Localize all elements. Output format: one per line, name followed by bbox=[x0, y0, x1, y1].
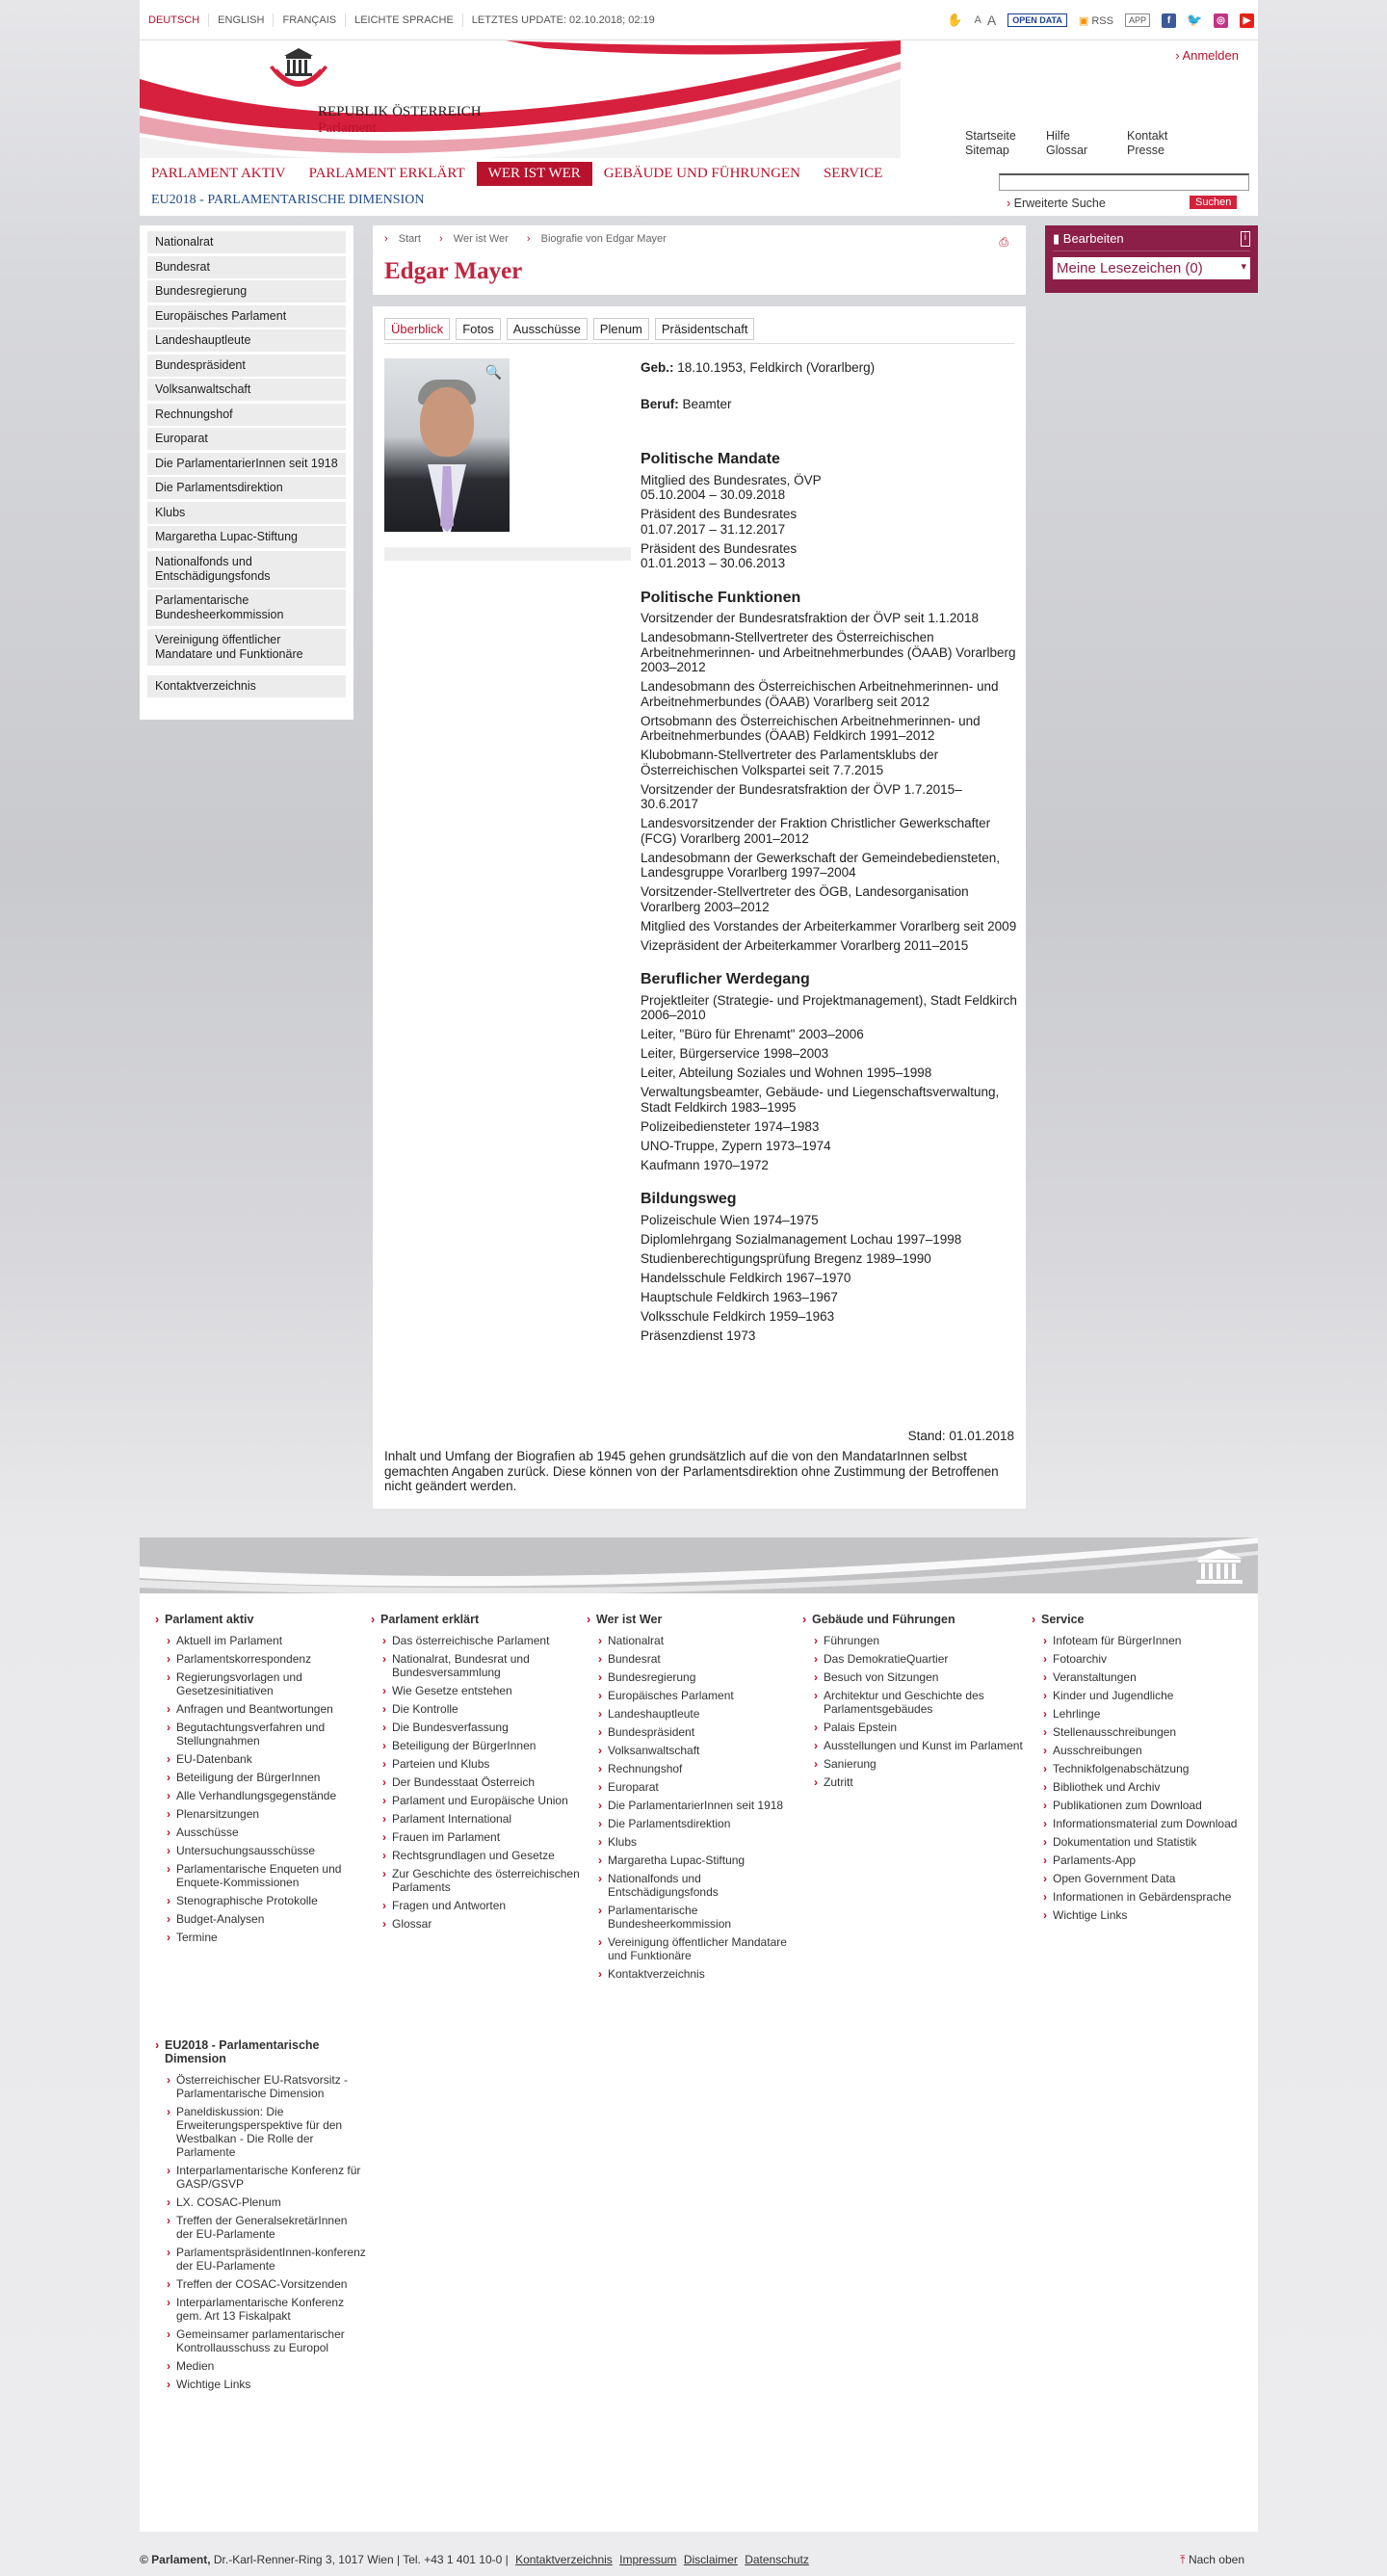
disclaimer-link[interactable]: Disclaimer bbox=[683, 2553, 738, 2566]
footer-link[interactable]: › Volksanwaltschaft bbox=[587, 1744, 802, 1757]
footer-columns bbox=[155, 1613, 1243, 1985]
footer-heading[interactable]: › Parlament erklärt bbox=[371, 1613, 587, 1626]
footer-link[interactable]: › Bundespräsident bbox=[587, 1725, 802, 1739]
app-link[interactable]: APP bbox=[1125, 13, 1150, 27]
leftnav-item[interactable]: Europäisches Parlament bbox=[147, 305, 346, 328]
stand-date: Stand: 01.01.2018 bbox=[907, 1429, 1014, 1443]
twitter-icon[interactable]: 🐦 bbox=[1187, 13, 1203, 27]
print-icon[interactable]: ⎙ bbox=[999, 235, 1008, 249]
last-update: LETZTES UPDATE: 02.10.2018; 02:19 bbox=[471, 14, 655, 26]
footer-link[interactable]: › Ausstellungen und Kunst im Parlament bbox=[802, 1739, 1032, 1752]
parlament-label: Parlament bbox=[318, 120, 377, 136]
footer-link[interactable]: › Plenarsitzungen bbox=[155, 1807, 371, 1821]
footer-link[interactable]: › Alle Verhandlungsgegenstände bbox=[155, 1789, 371, 1802]
bildung-item: Handelsschule Feldkirch 1967–1970 bbox=[641, 1270, 851, 1285]
bookmarks-label: Meine Lesezeichen (0) bbox=[1057, 260, 1203, 276]
footer-link[interactable]: › Informationsmaterial zum Download bbox=[1032, 1817, 1243, 1830]
footer-link[interactable]: › Publikationen zum Download bbox=[1032, 1799, 1243, 1812]
facebook-icon[interactable]: f bbox=[1162, 13, 1176, 28]
leftnav-item[interactable]: Nationalfonds und Entschädigungsfonds bbox=[147, 551, 346, 588]
footer-link[interactable]: › Bibliothek und Archiv bbox=[1032, 1780, 1243, 1794]
footer-link[interactable]: › Fotoarchiv bbox=[1032, 1652, 1243, 1666]
footer-link[interactable]: › Parlaments-App bbox=[1032, 1853, 1243, 1867]
werdegang-item: Verwaltungsbeamter, Gebäude- und Liegenschaftsverwaltung, Stadt Feldkirch 1983–1995 bbox=[641, 1085, 1000, 1115]
edit-row[interactable] bbox=[1053, 231, 1250, 251]
birth-info: Geb.: 18.10.1953, Feldkirch (Vorarlberg) bbox=[641, 360, 876, 375]
funktion-item: Vorsitzender der Bundesratsfraktion der ÖVP 1.7.2015–30.6.2017 bbox=[641, 781, 962, 811]
footer-link[interactable]: › Anfragen und Beantwortungen bbox=[155, 1702, 371, 1716]
footer-link[interactable]: › Zutritt bbox=[802, 1775, 1032, 1789]
mandate-item: Präsident des Bundesrates 01.01.2013 – 30.06.2013 bbox=[641, 540, 798, 570]
funktion-item: Vorsitzender-Stellvertreter des ÖGB, Landesorganisation Vorarlberg 2003–2012 bbox=[641, 884, 969, 914]
footer-link[interactable]: › Treffen der COSAC-Vorsitzenden bbox=[155, 2277, 367, 2291]
bottom-bar bbox=[140, 2553, 1258, 2570]
edit-label: Bearbeiten bbox=[1062, 231, 1124, 246]
footer-link[interactable]: › Fragen und Antworten bbox=[371, 1899, 587, 1912]
footer-link[interactable]: › Treffen der GeneralsekretärInnen der EU-Parlamente bbox=[155, 2214, 367, 2241]
info-icon[interactable]: i bbox=[1241, 231, 1250, 247]
leftnav-item[interactable]: Kontaktverzeichnis bbox=[147, 675, 346, 697]
page-title: Edgar Mayer bbox=[384, 258, 523, 284]
footer-link[interactable]: › Die Parlamentsdirektion bbox=[587, 1817, 802, 1830]
footer-link[interactable]: › Begutachtungsverfahren und Stellungnahmen bbox=[155, 1721, 371, 1748]
footer-link[interactable]: › Landeshauptleute bbox=[587, 1707, 802, 1721]
nav-service[interactable]: SERVICE bbox=[823, 166, 883, 181]
footer-link[interactable]: › Medien bbox=[155, 2359, 367, 2373]
footer-link[interactable]: › Ausschüsse bbox=[155, 1826, 371, 1839]
werdegang-item: Projektleiter (Strategie- und Projektmanagement), Stadt Feldkirch 2006–2010 bbox=[641, 992, 1017, 1022]
footer-link[interactable]: › Parlament und Europäische Union bbox=[371, 1794, 587, 1807]
breadcrumb-wer-ist-wer[interactable]: › Wer ist Wer bbox=[439, 233, 509, 245]
impressum-link[interactable]: Impressum bbox=[619, 2553, 677, 2566]
profession-info: Beruf: Beamter bbox=[641, 396, 732, 411]
breadcrumb bbox=[384, 233, 1014, 245]
instagram-icon[interactable]: ◎ bbox=[1214, 13, 1228, 28]
main-nav bbox=[140, 162, 894, 186]
chevron-down-icon: ▾ bbox=[1241, 261, 1246, 273]
heading-werdegang: Beruflicher Werdegang bbox=[641, 971, 810, 987]
footer-link[interactable]: › Technikfolgenabschätzung bbox=[1032, 1762, 1243, 1775]
footer-link[interactable]: › Nationalrat, Bundesrat und Bundesversammlung bbox=[371, 1652, 587, 1679]
parliament-emblem-icon bbox=[1192, 1547, 1246, 1586]
heading-funktionen: Politische Funktionen bbox=[641, 589, 801, 606]
footer-link[interactable]: › Margaretha Lupac-Stiftung bbox=[587, 1853, 802, 1867]
footer-link[interactable]: › Bundesrat bbox=[587, 1652, 802, 1666]
werdegang-item: Polizeibediensteter 1974–1983 bbox=[641, 1118, 820, 1134]
tab-praesidentschaft[interactable]: Präsidentschaft bbox=[655, 318, 755, 340]
footer-heading[interactable]: › EU2018 - Parlamentarische Dimension bbox=[155, 2038, 367, 2065]
footer-heading[interactable]: › Wer ist Wer bbox=[587, 1613, 802, 1626]
footer-link[interactable]: › Vereinigung öffentlicher Mandatare und Funktionäre bbox=[587, 1935, 802, 1962]
breadcrumb-start[interactable]: › Start bbox=[384, 233, 421, 245]
footer-link[interactable]: › Die Bundesverfassung bbox=[371, 1721, 587, 1734]
leftnav-item[interactable]: Vereinigung öffentlicher Mandatare und Funktionäre bbox=[147, 629, 346, 666]
search-input[interactable] bbox=[999, 173, 1249, 191]
disclaimer: Inhalt und Umfang der Biografien ab 1945 gehen grundsätzlich auf die von den MandatarInnen selbst gemachten Angaben zurück. Diese können von der Parlamentsdirektion ohne Zustimmung der Betroffenen nicht geändert werden. bbox=[384, 1449, 999, 1493]
footer-link[interactable]: › EU-Datenbank bbox=[155, 1752, 371, 1766]
open-data-link[interactable]: OPEN DATA bbox=[1008, 13, 1067, 27]
tab-ueberblick[interactable]: Überblick bbox=[384, 318, 450, 340]
footer-link[interactable]: › Regierungsvorlagen und Gesetzesinitiativen bbox=[155, 1670, 371, 1697]
bookmark-icon: ▮ bbox=[1053, 231, 1060, 246]
footer-link[interactable]: › Parlament International bbox=[371, 1812, 587, 1826]
bildung-item: Hauptschule Feldkirch 1963–1967 bbox=[641, 1289, 838, 1304]
nav-gebaeude-fuehrungen[interactable]: GEBÄUDE UND FÜHRUNGEN bbox=[603, 166, 800, 181]
footer-link[interactable]: › Kinder und Jugendliche bbox=[1032, 1689, 1243, 1702]
footer-heading[interactable]: › Parlament aktiv bbox=[155, 1613, 371, 1626]
footer-link[interactable]: › Termine bbox=[155, 1931, 371, 1944]
footer-link[interactable]: › Das österreichische Parlament bbox=[371, 1634, 587, 1647]
leftnav-item[interactable]: Bundespräsident bbox=[147, 355, 346, 377]
chevron-right-icon: › bbox=[1175, 48, 1183, 63]
footer-link[interactable]: › Der Bundesstaat Österreich bbox=[371, 1775, 587, 1789]
footer-link[interactable]: › Wie Gesetze entstehen bbox=[371, 1684, 587, 1697]
footer-link[interactable]: › Budget-Analysen bbox=[155, 1912, 371, 1926]
footer-link[interactable]: › Architektur und Geschichte des Parlamentsgebäudes bbox=[802, 1689, 1032, 1716]
footer-banner bbox=[140, 1538, 1258, 1593]
lang-deutsch[interactable]: DEUTSCH bbox=[140, 13, 209, 27]
sign-language-icon[interactable]: ✋ bbox=[947, 13, 963, 27]
footer-link[interactable]: › Palais Epstein bbox=[802, 1721, 1032, 1734]
bildung-item: Volksschule Feldkirch 1959–1963 bbox=[641, 1308, 835, 1324]
footer-link[interactable]: › Sanierung bbox=[802, 1757, 1032, 1771]
title-box bbox=[373, 225, 1026, 295]
footer-col-wer-ist-wer bbox=[587, 1613, 802, 1985]
footer-link[interactable]: › Wichtige Links bbox=[1032, 1908, 1243, 1922]
werdegang-item: Leiter, "Büro für Ehrenamt" 2003–2006 bbox=[641, 1027, 864, 1041]
tab-bar bbox=[384, 318, 1014, 344]
main-content bbox=[373, 306, 1026, 1509]
leftnav-item[interactable]: Nationalrat bbox=[147, 231, 346, 253]
bookmark-box bbox=[1045, 225, 1258, 293]
werdegang-item: UNO-Truppe, Zypern 1973–1974 bbox=[641, 1138, 831, 1153]
footer-link[interactable]: › Gemeinsamer parlamentarischer Kontrollausschuss zu Europol bbox=[155, 2327, 367, 2354]
bildung-item: Polizeischule Wien 1974–1975 bbox=[641, 1212, 819, 1227]
footer-link[interactable]: › Parlamentarische Bundesheerkommission bbox=[587, 1904, 802, 1931]
funktion-item: Landesobmann des Österreichischen Arbeitnehmerinnen- und Arbeitnehmerbundes (ÖAAB) Vorarlberg seit 2012 bbox=[641, 679, 999, 709]
biography bbox=[641, 360, 1018, 1348]
rss-link[interactable] bbox=[1079, 14, 1113, 27]
footer-link[interactable]: › Klubs bbox=[587, 1835, 802, 1849]
arrow-up-icon: ⤒ bbox=[1180, 2553, 1186, 2566]
presse-link[interactable]: Presse bbox=[1127, 144, 1165, 157]
advanced-search-link[interactable] bbox=[1007, 197, 1106, 210]
footer-link[interactable]: › Nationalfonds und Entschädigungsfonds bbox=[587, 1872, 802, 1899]
font-large-button[interactable]: A bbox=[986, 13, 997, 28]
leftnav-item[interactable]: Bundesrat bbox=[147, 256, 346, 278]
footer-link[interactable]: › Infoteam für BürgerInnen bbox=[1032, 1634, 1243, 1647]
footer-link[interactable]: › Europarat bbox=[587, 1780, 802, 1794]
footer-link[interactable]: › Glossar bbox=[371, 1917, 587, 1931]
lang-francais[interactable]: FRANÇAIS bbox=[274, 13, 346, 27]
footer-link[interactable]: › Europäisches Parlament bbox=[587, 1689, 802, 1702]
kontaktverzeichnis-link[interactable]: Kontaktverzeichnis bbox=[515, 2553, 613, 2566]
footer-link[interactable]: › ParlamentspräsidentInnen-konferenz der EU-Parlamente bbox=[155, 2246, 367, 2273]
footer-link[interactable]: › Nationalrat bbox=[587, 1634, 802, 1647]
startseite-link[interactable]: Startseite bbox=[965, 129, 1016, 143]
footer-link[interactable]: › Rechnungshof bbox=[587, 1762, 802, 1775]
footer-link[interactable]: › Parlamentarische Enqueten und Enquete-Kommissionen bbox=[155, 1862, 371, 1889]
rss-label: RSS bbox=[1091, 14, 1113, 27]
bookmarks-select[interactable] bbox=[1053, 257, 1250, 279]
footer-link[interactable]: › Untersuchungsausschüsse bbox=[155, 1844, 371, 1857]
werdegang-item: Kaufmann 1970–1972 bbox=[641, 1157, 769, 1172]
photo-caption-bar bbox=[384, 547, 631, 561]
sitemap-link[interactable]: Sitemap bbox=[965, 144, 1009, 157]
footer-heading[interactable]: › Gebäude und Führungen bbox=[802, 1613, 1032, 1626]
left-nav bbox=[140, 225, 353, 720]
language-switcher bbox=[140, 0, 664, 40]
footer-link[interactable]: › Veranstaltungen bbox=[1032, 1670, 1243, 1684]
portrait-photo[interactable] bbox=[384, 358, 510, 532]
nav-wer-ist-wer[interactable]: WER IST WER bbox=[477, 162, 592, 186]
back-to-top-link[interactable] bbox=[1180, 2553, 1244, 2567]
werdegang-item: Leiter, Bürgerservice 1998–2003 bbox=[641, 1046, 829, 1061]
footer-link[interactable]: › Die ParlamentarierInnen seit 1918 bbox=[587, 1799, 802, 1812]
rss-icon: ▣ bbox=[1078, 14, 1089, 27]
datenschutz-link[interactable]: Datenschutz bbox=[745, 2553, 809, 2566]
bildung-item: Studienberechtigungsprüfung Bregenz 1989–1990 bbox=[641, 1250, 931, 1266]
funktion-item: Landesobmann-Stellvertreter des Österreichischen Arbeitnehmerinnen- und Arbeitnehmerbundes (ÖAAB) Vorarlberg 2003–2012 bbox=[641, 630, 1016, 674]
werdegang-item: Leiter, Abteilung Soziales und Wohnen 1995–1998 bbox=[641, 1065, 932, 1080]
footer-link[interactable]: › Ausschreibungen bbox=[1032, 1744, 1243, 1757]
breadcrumb-current: › Biografie von Edgar Mayer bbox=[526, 233, 667, 245]
header bbox=[140, 40, 1258, 216]
tab-fotos[interactable]: Fotos bbox=[456, 318, 501, 340]
mandate-item: Mitglied des Bundesrates, ÖVP 05.10.2004 – 30.09.2018 bbox=[641, 472, 822, 502]
footer-link[interactable]: › Open Government Data bbox=[1032, 1872, 1243, 1885]
footer-link[interactable]: › Interparlamentarische Konferenz für GASP/GSVP bbox=[155, 2164, 367, 2191]
leftnav-item[interactable]: Rechnungshof bbox=[147, 404, 346, 426]
nav-parlament-aktiv[interactable]: PARLAMENT AKTIV bbox=[151, 166, 286, 181]
login-link[interactable] bbox=[1175, 48, 1239, 63]
footer-link[interactable]: › Dokumentation und Statistik bbox=[1032, 1835, 1243, 1849]
glossar-link[interactable]: Glossar bbox=[1046, 144, 1088, 157]
leftnav-item[interactable]: Margaretha Lupac-Stiftung bbox=[147, 526, 346, 548]
logo-banner[interactable] bbox=[140, 40, 901, 158]
footer-link[interactable]: › Wichtige Links bbox=[155, 2378, 367, 2391]
footer-link[interactable]: › Bundesregierung bbox=[587, 1670, 802, 1684]
funktion-item: Landesobmann der Gewerkschaft der Gemeindebediensteten, Landesgruppe Vorarlberg 1997–2004 bbox=[641, 850, 1000, 880]
copyright: © Parlament, bbox=[140, 2553, 211, 2566]
footer-col-eu2018 bbox=[155, 2038, 367, 2396]
nav-eu2018[interactable]: EU2018 - PARLAMENTARISCHE DIMENSION bbox=[151, 193, 425, 207]
leftnav-item[interactable]: Die ParlamentarierInnen seit 1918 bbox=[147, 453, 346, 475]
youtube-icon[interactable]: ▶ bbox=[1240, 13, 1254, 28]
funktion-item: Ortsobmann des Österreichischen Arbeitnehmerinnen- und Arbeitnehmerbundes (ÖAAB) Feldkirch 1991–2012 bbox=[641, 713, 981, 743]
utility-links bbox=[965, 129, 1208, 158]
footer-link[interactable]: › Aktuell im Parlament bbox=[155, 1634, 371, 1647]
heading-bildung: Bildungsweg bbox=[641, 1191, 737, 1207]
footer-link[interactable]: › Führungen bbox=[802, 1634, 1032, 1647]
tab-ausschuesse[interactable]: Ausschüsse bbox=[507, 318, 588, 340]
leftnav-item[interactable]: Bundesregierung bbox=[147, 280, 346, 302]
footer-link[interactable]: › Stellenausschreibungen bbox=[1032, 1725, 1243, 1739]
footer-link[interactable]: › Die Kontrolle bbox=[371, 1702, 587, 1716]
footer-col-parlament-aktiv bbox=[155, 1613, 371, 1985]
funktion-item: Vorsitzender der Bundesratsfraktion der ÖVP seit 1.1.2018 bbox=[641, 611, 979, 625]
back-to-top-label: Nach oben bbox=[1188, 2553, 1244, 2566]
footer-col-service bbox=[1032, 1613, 1243, 1985]
logo-text bbox=[318, 104, 482, 137]
footer-link[interactable]: › Paneldiskussion: Die Erweiterungsperspektive für den Westbalkan - Die Rolle der Parlamente bbox=[155, 2105, 367, 2159]
tab-plenum[interactable]: Plenum bbox=[593, 318, 649, 340]
search-button[interactable]: Suchen bbox=[1190, 196, 1237, 209]
footer-link[interactable]: › Lehrlinge bbox=[1032, 1707, 1243, 1721]
footer-link[interactable]: › Besuch von Sitzungen bbox=[802, 1670, 1032, 1684]
leftnav-item[interactable]: Landeshauptleute bbox=[147, 329, 346, 352]
lang-leichte-sprache[interactable]: LEICHTE SPRACHE bbox=[346, 13, 463, 27]
bildung-item: Diplomlehrgang Sozialmanagement Lochau 1997–1998 bbox=[641, 1231, 962, 1247]
footer-link[interactable]: › Parlamentskorrespondenz bbox=[155, 1652, 371, 1666]
bildung-item: Präsenzdienst 1973 bbox=[641, 1327, 756, 1343]
font-small-button[interactable]: A bbox=[974, 14, 981, 26]
lang-english[interactable]: ENGLISH bbox=[209, 13, 274, 27]
footer-link[interactable]: › Beteiligung der BürgerInnen bbox=[155, 1771, 371, 1784]
footer-link[interactable]: › LX. COSAC-Plenum bbox=[155, 2195, 367, 2209]
parliament-emblem-icon bbox=[265, 46, 332, 102]
leftnav-item[interactable]: Parlamentarische Bundesheerkommission bbox=[147, 590, 346, 626]
footer-link[interactable]: › Das DemokratieQuartier bbox=[802, 1652, 1032, 1666]
footer-link[interactable]: › Stenographische Protokolle bbox=[155, 1894, 371, 1907]
footer-link[interactable]: › Kontaktverzeichnis bbox=[587, 1967, 802, 1981]
footer-link[interactable]: › Beteiligung der BürgerInnen bbox=[371, 1739, 587, 1752]
bottom-info bbox=[140, 2553, 809, 2566]
footer bbox=[140, 1538, 1258, 2532]
footer-heading[interactable]: › Service bbox=[1032, 1613, 1243, 1626]
zoom-icon[interactable]: 🔍 bbox=[484, 364, 502, 380]
kontakt-link[interactable]: Kontakt bbox=[1127, 129, 1168, 143]
login-label: Anmelden bbox=[1182, 48, 1239, 63]
footer-link[interactable]: › Rechtsgrundlagen und Gesetze bbox=[371, 1849, 587, 1862]
leftnav-item[interactable]: Die Parlamentsdirektion bbox=[147, 477, 346, 499]
hilfe-link[interactable]: Hilfe bbox=[1046, 129, 1071, 143]
leftnav-item[interactable]: Klubs bbox=[147, 502, 346, 524]
mandate-item: Präsident des Bundesrates 01.07.2017 – 31.12.2017 bbox=[641, 507, 798, 537]
footer-link[interactable]: › Informationen in Gebärdensprache bbox=[1032, 1890, 1243, 1904]
republik-label: REPUBLIK ÖSTERREICH bbox=[318, 104, 482, 119]
nav-parlament-erklaert[interactable]: PARLAMENT ERKLÄRT bbox=[308, 166, 465, 181]
leftnav-item[interactable]: Europarat bbox=[147, 428, 346, 450]
address: Dr.-Karl-Renner-Ring 3, 1017 Wien | Tel. +43 1 401 10-0 | bbox=[213, 2553, 509, 2566]
footer-col-parlament-erklaert bbox=[371, 1613, 587, 1985]
top-tools bbox=[947, 0, 1254, 40]
footer-link[interactable]: › Frauen im Parlament bbox=[371, 1830, 587, 1844]
footer-link[interactable]: › Interparlamentarische Konferenz gem. Art 13 Fiskalpakt bbox=[155, 2296, 367, 2323]
footer-col-gebaeude bbox=[802, 1613, 1032, 1985]
funktion-item: Klubobmann-Stellvertreter des Parlamentsklubs der Österreichischen Volkspartei seit 7.7.2015 bbox=[641, 748, 939, 777]
funktion-item: Vizepräsident der Arbeiterkammer Vorarlberg 2011–2015 bbox=[641, 937, 969, 953]
chevron-right-icon: › bbox=[1007, 197, 1014, 210]
heading-mandate: Politische Mandate bbox=[641, 451, 780, 467]
footer-link[interactable]: › Österreichischer EU-Ratsvorsitz - Parlamentarische Dimension bbox=[155, 2073, 367, 2100]
top-bar bbox=[140, 0, 1258, 40]
funktion-item: Mitglied des Vorstandes der Arbeiterkammer Vorarlberg seit 2009 bbox=[641, 918, 1017, 933]
footer-link[interactable]: › Parteien und Klubs bbox=[371, 1757, 587, 1771]
footer-link[interactable]: › Zur Geschichte des österreichischen Parlaments bbox=[371, 1867, 587, 1894]
funktion-item: Landesvorsitzender der Fraktion Christlicher Gewerkschafter (FCG) Vorarlberg 2001–2012 bbox=[641, 816, 991, 846]
advanced-search-label: Erweiterte Suche bbox=[1013, 197, 1106, 210]
leftnav-item[interactable]: Volksanwaltschaft bbox=[147, 379, 346, 401]
